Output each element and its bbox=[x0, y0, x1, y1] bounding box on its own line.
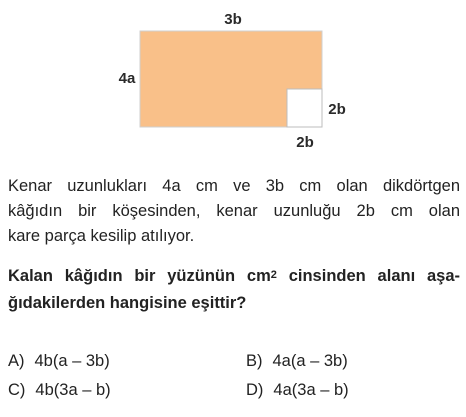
question-line-end: cinsinden alanı aşa- bbox=[276, 267, 461, 285]
choice-text: 4b(a – 3b) bbox=[34, 352, 110, 370]
choice-d[interactable] bbox=[246, 381, 349, 400]
choice-text: 4b(3a – b) bbox=[35, 381, 111, 399]
choice-letter: A) bbox=[8, 352, 25, 370]
top-side-label: 3b bbox=[224, 11, 242, 28]
problem-text bbox=[8, 174, 460, 249]
choice-a[interactable] bbox=[8, 352, 110, 371]
problem-line: Kenar uzunlukları 4a cm ve 3b cm olan dikdörtgen bbox=[8, 177, 460, 195]
question-text bbox=[8, 264, 460, 316]
choice-text: 4a(a – 3b) bbox=[272, 352, 348, 370]
cut-side-label: 2b bbox=[328, 101, 346, 118]
choice-text: 4a(3a – b) bbox=[273, 381, 349, 399]
cut-bottom-label: 2b bbox=[296, 134, 314, 151]
figure bbox=[0, 0, 466, 160]
choice-c[interactable] bbox=[8, 381, 111, 400]
problem-line: kare parça kesilip atılıyor. bbox=[8, 227, 195, 245]
choice-letter: C) bbox=[8, 381, 26, 399]
question-line: ğıdakilerden hangisine eşittir? bbox=[8, 294, 247, 312]
cut-square bbox=[287, 89, 322, 127]
superscript-2: 2 bbox=[270, 269, 277, 281]
choice-b[interactable] bbox=[246, 352, 348, 371]
question-line-start: Kalan kâğıdın bir yüzünün cm bbox=[8, 267, 271, 285]
left-side-label: 4a bbox=[118, 70, 136, 87]
problem-line: kâğıdın bir köşesinden, kenar uzunluğu 2b cm olan bbox=[8, 202, 460, 220]
question-line bbox=[8, 264, 460, 291]
choice-letter: D) bbox=[246, 381, 264, 399]
choice-letter: B) bbox=[246, 352, 263, 370]
